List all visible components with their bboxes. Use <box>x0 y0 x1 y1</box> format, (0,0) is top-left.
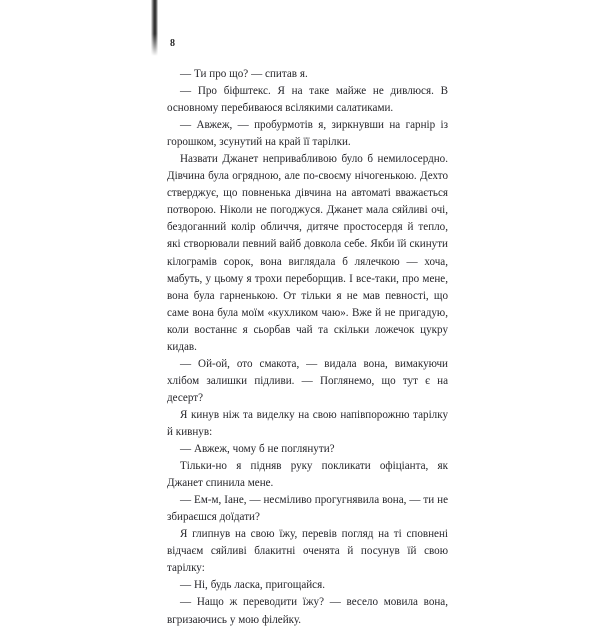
book-spine-shadow <box>151 0 158 56</box>
body-paragraph: — Ні, будь ласка, пригощайся. <box>180 579 325 592</box>
body-paragraph: — Авжеж, — пробурмотів я, зиркнувши на гарнір із горошком, зсунутий на край її тарілки. <box>167 119 448 149</box>
body-paragraph: Тільки-но я підняв руку покликати офіціанта, як Джанет спинила мене. <box>167 460 448 490</box>
body-paragraph: Я кинув ніж та виделку на свою напівпорожню тарілку й кивнув: <box>167 408 448 438</box>
body-paragraph: — Ти про що? — спитав я. <box>180 68 308 80</box>
body-paragraph: Назвати Джанет непривабливою було б немилосердно. Дівчина була огрядною, але по-своєму нічогенькою. Дехто стверджує, що повненька дівчина на автоматі вважається потворою. Ніколи не погоджуся. Джанет мала сяйливі очі, бездоганний колір обличчя, дитяче простосердя й тепло, які створювали певний вайб довкола себе. Якби їй скинути кілограмів сорок, вона виглядала б лялечкою — хоча, мабуть, у цьому я трохи переборщив. І все-таки, про мене, вона була гарненькою. От тільки я не мав певності, що саме вона була моїм «кухликом чаю». Вже й не пригадую, коли востаннє я сьорбав чай та скільки ложечок цукру кидав. <box>167 153 448 353</box>
body-paragraph: — Ой-ой, ото смакота, — видала вона, вимакуючи хлібом залишки підливи. — Поглянемо, що тут є на десерт? <box>167 357 448 404</box>
page-number: 8 <box>170 38 176 49</box>
body-paragraph: — Авжеж, чому б не поглянути? <box>180 443 335 456</box>
body-paragraph: Я глипнув на свою їжу, перевів погляд на ті сповнені відчаєм сяйливі блакитні оченята й посунув їй свою тарілку: <box>167 528 448 575</box>
body-paragraph: — Про біфштекс. Я на таке майже не дивлюся. В основному перебиваюся всілякими салатиками. <box>167 85 448 115</box>
body-paragraph: — Ем-м, Іане, — несміливо прогугнявила вона, — ти не збираєшся доїдати? <box>167 494 448 524</box>
body-paragraph: — Нащо ж переводити їжу? — весело мовила вона, вгризаючись у мою філейку. <box>167 596 448 626</box>
page-body-text <box>167 66 448 629</box>
